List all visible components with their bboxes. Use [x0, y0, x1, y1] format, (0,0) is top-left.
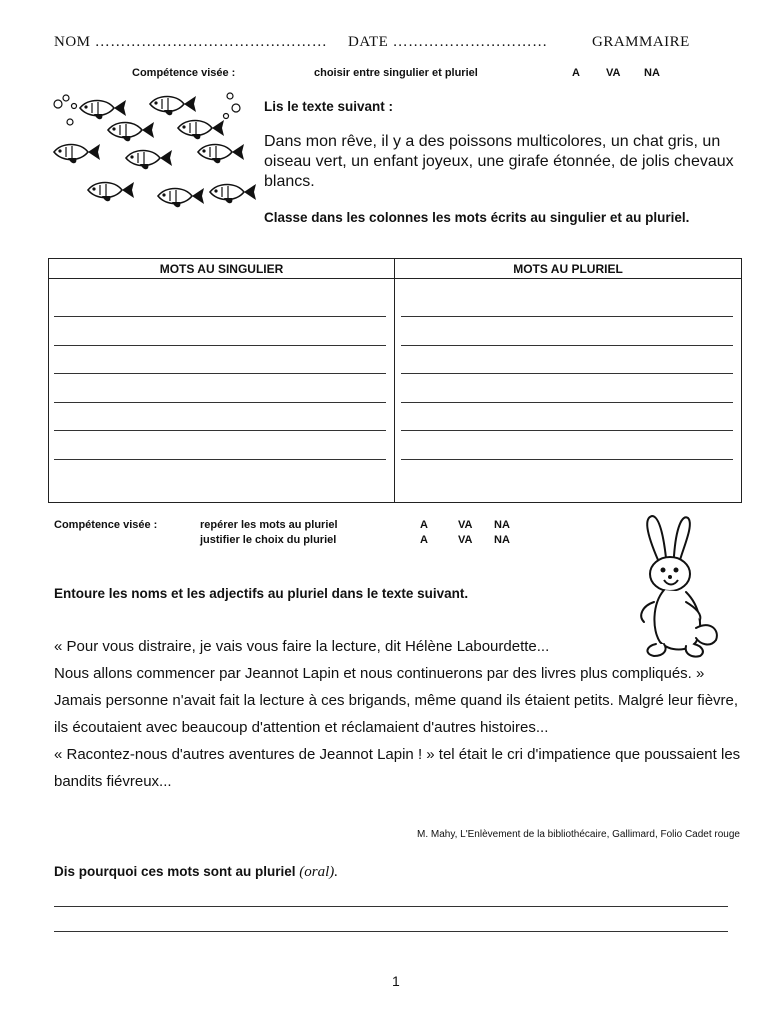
level-a: A: [572, 67, 580, 79]
level-va-2: VA: [458, 534, 473, 546]
level-a-2: A: [420, 534, 428, 546]
paragraph-3: Jamais personne n'avait fait la lecture à ces brigands, même quand ils étaient petits. Malgré leur fièvre, ils écoutaient avec beaucoup d'attention et réclamaient d'autres histoires...: [54, 692, 739, 736]
answer-line-2[interactable]: [54, 931, 728, 932]
date-field[interactable]: DATE …………………………: [348, 34, 548, 50]
competence2-line2: justifier le choix du pluriel: [200, 534, 337, 546]
exercise2-text: [54, 633, 744, 795]
exercise1-text: Dans mon rêve, il y a des poissons multicolores, un chat gris, un oiseau vert, un enfant joyeux, une girafe étonnée, de jolis chevaux blancs.: [264, 133, 734, 190]
competence-label: Compétence visée :: [132, 67, 236, 79]
plural-writing-line[interactable]: [401, 459, 733, 460]
singular-writing-line[interactable]: [54, 402, 386, 403]
subject-label: GRAMMAIRE: [592, 34, 690, 50]
exercise3-oral-note: (oral).: [299, 864, 339, 880]
column-header-singular: MOTS AU SINGULIER: [49, 259, 395, 279]
plural-writing-line[interactable]: [401, 345, 733, 346]
plural-writing-line[interactable]: [401, 402, 733, 403]
page-number: 1: [392, 973, 400, 989]
level-va: VA: [606, 67, 621, 79]
level-na-2: NA: [494, 534, 510, 546]
level-na-1: NA: [494, 519, 510, 531]
singular-writing-line[interactable]: [54, 345, 386, 346]
paragraph-4: « Racontez-nous d'autres aventures de Jeannot Lapin ! » tel était le cri d'impatience que poussaient les bandits fiévreux...: [54, 746, 741, 790]
plural-writing-line[interactable]: [401, 316, 733, 317]
fish-illustration: [50, 90, 250, 230]
paragraph-1: « Pour vous distraire, je vais vous faire la lecture, dit Hélène Labourdette...: [54, 638, 550, 655]
exercise1-task: Classe dans les colonnes les mots écrits au singulier et au pluriel.: [264, 210, 690, 225]
singular-writing-line[interactable]: [54, 316, 386, 317]
level-va-1: VA: [458, 519, 473, 531]
exercise1-instruction: Lis le texte suivant :: [264, 99, 394, 114]
source-citation: M. Mahy, L'Enlèvement de la bibliothécaire, Gallimard, Folio Cadet rouge: [417, 829, 740, 840]
singular-writing-line[interactable]: [54, 373, 386, 374]
sort-table: [48, 258, 742, 503]
exercise3-task: [54, 864, 338, 881]
level-na: NA: [644, 67, 660, 79]
column-header-plural: MOTS AU PLURIEL: [395, 259, 742, 279]
plural-column[interactable]: [395, 279, 742, 503]
exercise2-task: Entoure les noms et les adjectifs au pluriel dans le texte suivant.: [54, 586, 469, 601]
plural-writing-line[interactable]: [401, 430, 733, 431]
singular-writing-line[interactable]: [54, 430, 386, 431]
competence2-label: Compétence visée :: [54, 519, 158, 531]
level-a-1: A: [420, 519, 428, 531]
competence-text: choisir entre singulier et pluriel: [314, 67, 478, 79]
singular-writing-line[interactable]: [54, 459, 386, 460]
name-field[interactable]: NOM ………………………………………: [54, 34, 328, 50]
exercise3-question: Dis pourquoi ces mots sont au pluriel: [54, 864, 296, 879]
competence2-line1: repérer les mots au pluriel: [200, 519, 338, 531]
answer-line-1[interactable]: [54, 906, 728, 907]
singular-column[interactable]: [49, 279, 395, 503]
plural-writing-line[interactable]: [401, 373, 733, 374]
paragraph-2: Nous allons commencer par Jeannot Lapin et nous continuerons par des livres plus compliqués. »: [54, 665, 705, 682]
